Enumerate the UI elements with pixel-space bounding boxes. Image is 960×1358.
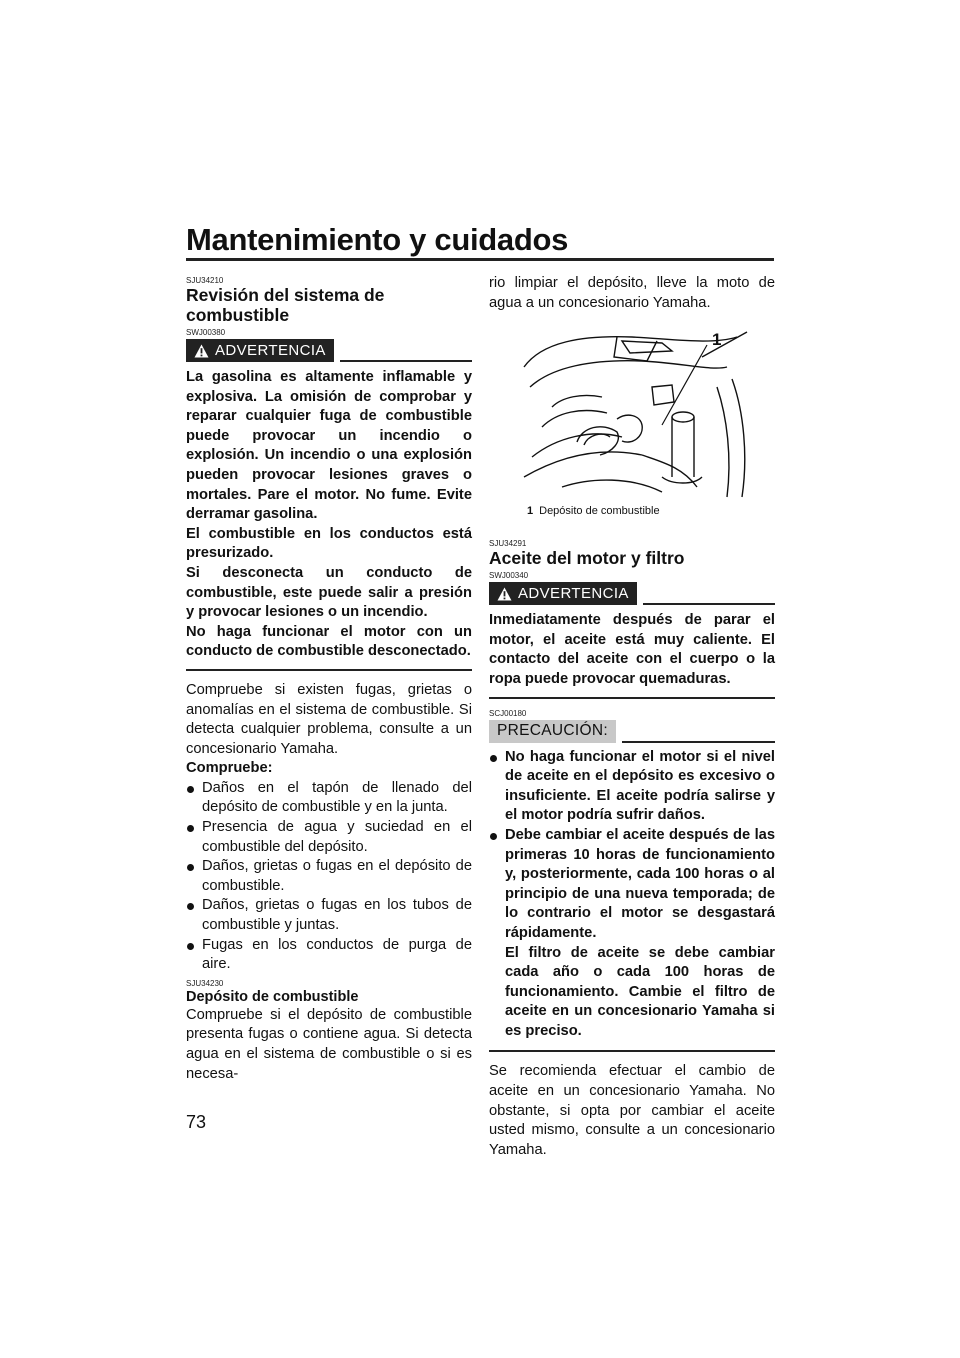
warning-icon <box>194 344 209 358</box>
caption-number: 1 <box>527 505 534 518</box>
figure-caption <box>527 505 775 517</box>
page-title: Mantenimiento y cuidados <box>186 222 569 257</box>
list-item: Fugas en los conductos de purga de aire. <box>186 936 472 975</box>
warning-badge <box>489 582 637 605</box>
caption-text: Depósito de combustible <box>539 505 660 518</box>
warning-paragraph: El combustible en los conductos está presurizado. <box>186 525 472 562</box>
list-item: Presencia de agua y suciedad en el combustible del depósito. <box>186 818 472 857</box>
tank-paragraph: Compruebe si el depósito de combustible presenta fugas o contiene agua. Si detecta agua en el sistema de combustible o si es necesa- <box>186 1006 472 1082</box>
warning-icon <box>497 587 512 601</box>
left-column <box>186 276 472 1084</box>
figure-callout: 1 <box>712 330 722 350</box>
warning-paragraph: La gasolina es altamente inflamable y explosiva. La omisión de comprobar y reparar cualquier fuga de combustible puede provocar un incendio o explosión. Un incendio o una explosión pueden provocar lesiones graves o mortales. Pare el motor. No fume. Evite derramar gasolina. <box>186 369 472 523</box>
caution-list <box>489 748 775 1042</box>
section-code: SJU34210 <box>186 276 224 285</box>
fuel-tank-drawing <box>522 327 752 499</box>
list-item: Debe cambiar el aceite después de las primeras 10 horas de funcionamiento y, posteriormente, cada 100 horas o al principio de una nueva temporada; de lo contrario el motor se desgastará rápidamente. El filtro de aceite se debe cambiar cada año o cada 100 horas de funcionamiento. Cambie el filtro de aceite en un concesionario Yamaha si es preciso. <box>489 826 775 1042</box>
warning-end-rule <box>186 669 472 671</box>
warning-label: ADVERTENCIA <box>215 342 326 359</box>
warning-header <box>186 339 472 362</box>
list-item: No haga funcionar el motor si el nivel de aceite en el depósito es excesivo o insuficiente. El aceite podría salirse y el motor podría sufrir daños. <box>489 748 775 826</box>
page-number: 73 <box>186 1112 207 1132</box>
warning-label: ADVERTENCIA <box>518 585 629 603</box>
title-rule <box>186 258 774 261</box>
caution-end-rule <box>489 1050 775 1052</box>
section-code: SJU34230 <box>186 978 224 988</box>
right-column <box>489 274 775 1160</box>
section-heading-fuel-tank: Depósito de combustible <box>186 988 359 1005</box>
caution-extra: El filtro de aceite se debe cambiar cada año o cada 100 horas de funcionamiento. Cambie el filtro de aceite en un concesionario Yamaha si es preciso. <box>505 944 775 1039</box>
warning-paragraph: Si desconecta un conducto de combustible, este puede salir a presión y provocar lesiones o un incendio. <box>186 564 472 621</box>
check-list <box>186 779 472 975</box>
warning-body <box>186 368 472 662</box>
warning-code: SWJ00380 <box>186 328 226 337</box>
list-item: Daños, grietas o fugas en los tubos de combustible y juntas. <box>186 896 472 935</box>
section-code: SJU34291 <box>489 539 527 549</box>
intro-paragraph: Compruebe si existen fugas, grietas o anomalías en el sistema de combustible. Si detecta cualquier problema, consulte a un concesionario Yamaha. <box>186 681 472 757</box>
closing-paragraph: Se recomienda efectuar el cambio de aceite en un concesionario Yamaha. No obstante, si opta por cambiar el aceite usted mismo, consulte a un concesionario Yamaha. <box>489 1063 775 1158</box>
list-item: Daños en el tapón de llenado del depósito de combustible y en la junta. <box>186 779 472 818</box>
caution-header <box>489 720 775 743</box>
caution-badge: PRECAUCIÓN: <box>489 720 616 743</box>
warning-badge <box>186 339 334 362</box>
warning-paragraph: No haga funcionar el motor con un conducto de combustible desconectado. <box>186 623 472 660</box>
check-label: Compruebe: <box>186 760 273 777</box>
tank-paragraph-continued: rio limpiar el depósito, lleve la moto de agua a un concesionario Yamaha. <box>489 275 775 311</box>
warning-end-rule <box>489 697 775 699</box>
warning-code: SWJ00340 <box>489 571 529 581</box>
caution-code: SCJ00180 <box>489 708 527 718</box>
warning-header <box>489 582 775 605</box>
list-item: Daños, grietas o fugas en el depósito de combustible. <box>186 857 472 896</box>
section-heading-engine-oil: Aceite del motor y filtro <box>489 548 685 569</box>
fuel-tank-illustration <box>522 327 752 499</box>
section-heading-fuel-system: Revisión del sistema de combustible <box>186 285 385 325</box>
warning-paragraph: Inmediatamente después de parar el motor, el aceite está muy caliente. El contacto del aceite con el cuerpo o la ropa puede provocar quemaduras. <box>489 612 775 687</box>
